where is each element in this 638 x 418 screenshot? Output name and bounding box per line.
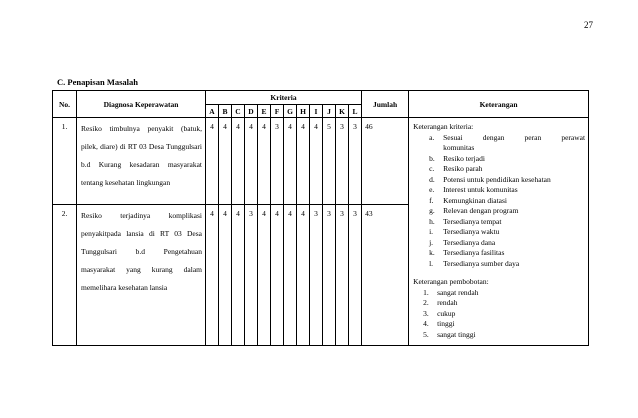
header-no: No. bbox=[53, 91, 77, 118]
criteria-letter: C bbox=[232, 105, 245, 118]
score-cell: 3 bbox=[336, 205, 349, 346]
criteria-note-label: h. bbox=[429, 216, 435, 226]
score-cell: 3 bbox=[245, 205, 258, 346]
weight-notes-title: Keterangan pembobotan: bbox=[413, 277, 489, 286]
score-cell: 4 bbox=[258, 118, 271, 205]
criteria-note-text: Tersedianya fasilitas bbox=[443, 248, 505, 257]
weight-note bbox=[413, 330, 585, 341]
score-cell: 5 bbox=[323, 118, 336, 205]
score-cell: 3 bbox=[271, 118, 284, 205]
criteria-note-text: Tersedianya waktu bbox=[443, 227, 500, 236]
row-number: 2. bbox=[53, 205, 77, 346]
score-cell: 4 bbox=[232, 118, 245, 205]
header-total: Jumlah bbox=[362, 91, 409, 118]
criteria-note bbox=[413, 143, 585, 154]
weight-note-text: rendah bbox=[437, 298, 458, 307]
table-row bbox=[53, 118, 589, 205]
score-cell: 3 bbox=[323, 205, 336, 346]
criteria-letter: A bbox=[206, 105, 219, 118]
criteria-note bbox=[413, 154, 585, 165]
criteria-letter: I bbox=[310, 105, 323, 118]
criteria-note bbox=[413, 196, 585, 207]
criteria-note-label: a. bbox=[429, 132, 435, 142]
weight-note-label: 1. bbox=[423, 287, 429, 297]
notes-cell bbox=[409, 118, 589, 346]
row-total: 43 bbox=[362, 205, 409, 346]
criteria-letter: K bbox=[336, 105, 349, 118]
criteria-note-text: Resiko parah bbox=[443, 164, 483, 173]
score-cell: 4 bbox=[284, 205, 297, 346]
criteria-note bbox=[413, 206, 585, 217]
criteria-note-text: Tersedianya tempat bbox=[443, 216, 502, 226]
weight-note bbox=[413, 309, 585, 320]
weight-note bbox=[413, 288, 585, 299]
page-number: 27 bbox=[584, 20, 593, 30]
weight-note-text: sangat tinggi bbox=[437, 329, 476, 339]
criteria-note bbox=[413, 217, 585, 228]
score-cell: 4 bbox=[310, 118, 323, 205]
score-cell: 4 bbox=[219, 118, 232, 205]
criteria-note-text: komunitas bbox=[443, 143, 475, 152]
criteria-note-text: Relevan dengan program bbox=[443, 206, 519, 215]
weight-note bbox=[413, 298, 585, 309]
criteria-note-text: Resiko terjadi bbox=[443, 153, 485, 163]
criteria-note bbox=[413, 133, 585, 144]
row-diagnosis bbox=[77, 205, 206, 346]
weight-note-text: cukup bbox=[437, 308, 456, 318]
score-cell: 4 bbox=[245, 118, 258, 205]
criteria-letter: L bbox=[349, 105, 362, 118]
criteria-letter: H bbox=[297, 105, 310, 118]
score-cell: 4 bbox=[219, 205, 232, 346]
criteria-notes-title: Keterangan kriteria: bbox=[413, 122, 474, 131]
criteria-note bbox=[413, 227, 585, 238]
row-total: 46 bbox=[362, 118, 409, 205]
screening-table bbox=[52, 90, 589, 346]
weight-note-label: 2. bbox=[423, 298, 429, 307]
criteria-note-text: Tersedianya dana bbox=[443, 237, 496, 247]
criteria-note-label: k. bbox=[429, 248, 435, 257]
criteria-note bbox=[413, 175, 585, 186]
criteria-note bbox=[413, 164, 585, 175]
criteria-note-text: Kemungkinan diatasi bbox=[443, 195, 508, 205]
header-diagnosis: Diagnosa Keperawatan bbox=[77, 91, 206, 118]
criteria-letter: J bbox=[323, 105, 336, 118]
score-cell: 4 bbox=[258, 205, 271, 346]
weight-note bbox=[413, 319, 585, 330]
criteria-note bbox=[413, 185, 585, 196]
weight-note-label: 4. bbox=[423, 319, 429, 328]
score-cell: 4 bbox=[297, 205, 310, 346]
score-cell: 3 bbox=[349, 205, 362, 346]
score-cell: 4 bbox=[232, 205, 245, 346]
weight-note-text: tinggi bbox=[437, 319, 455, 328]
criteria-note-text: Sesuai dengan peran perawat bbox=[443, 132, 586, 142]
score-cell: 3 bbox=[349, 118, 362, 205]
criteria-letter: D bbox=[245, 105, 258, 118]
criteria-note-text: Tersedianya sumber daya bbox=[443, 258, 520, 268]
header-criteria: Kriteria bbox=[206, 91, 362, 105]
row-number: 1. bbox=[53, 118, 77, 205]
diagnosis-text: Resiko terjadinya komplikasi penyakitpada lansia di RT 03 Desa Tunggulsari b.d Pengetahuan masyarakat yang kurang dalam memelihara kesehatan lansia bbox=[81, 211, 202, 292]
criteria-note-label: g. bbox=[429, 206, 435, 215]
criteria-note-label: e. bbox=[429, 185, 435, 194]
score-cell: 3 bbox=[310, 205, 323, 346]
header-notes: Keterangan bbox=[409, 91, 589, 118]
criteria-letter: G bbox=[284, 105, 297, 118]
criteria-note-label: l. bbox=[429, 258, 434, 268]
criteria-note-label: c. bbox=[429, 164, 435, 173]
diagnosis-text: Resiko timbulnya penyakit (batuk, pilek, diare) di RT 03 Desa Tunggulsari b.d Kurang kesadaran masyarakat tentang kesehatan lingkungan bbox=[81, 124, 202, 187]
score-cell: 4 bbox=[206, 205, 219, 346]
score-cell: 3 bbox=[336, 118, 349, 205]
score-cell: 4 bbox=[297, 118, 310, 205]
criteria-letter: F bbox=[271, 105, 284, 118]
criteria-note bbox=[413, 238, 585, 249]
score-cell: 4 bbox=[206, 118, 219, 205]
criteria-note-text: Potensi untuk pendidikan kesehatan bbox=[443, 174, 551, 184]
weight-note-text: sangat rendah bbox=[437, 287, 479, 297]
section-title: C. Penapisan Masalah bbox=[57, 77, 138, 87]
criteria-letter: E bbox=[258, 105, 271, 118]
criteria-note-label: i. bbox=[429, 227, 434, 236]
weight-note-label: 3. bbox=[423, 308, 429, 318]
score-cell: 4 bbox=[271, 205, 284, 346]
criteria-note-label: b. bbox=[429, 153, 435, 163]
criteria-note bbox=[413, 248, 585, 259]
weight-note-label: 5. bbox=[423, 329, 429, 339]
criteria-note-label bbox=[413, 143, 443, 154]
criteria-note-label: d. bbox=[429, 174, 435, 184]
criteria-note bbox=[413, 259, 585, 270]
row-diagnosis bbox=[77, 118, 206, 205]
criteria-note-label: f. bbox=[429, 195, 434, 205]
criteria-note-label: j. bbox=[429, 237, 434, 247]
criteria-letter: B bbox=[219, 105, 232, 118]
score-cell: 4 bbox=[284, 118, 297, 205]
criteria-note-text: Interest untuk komunitas bbox=[443, 185, 518, 194]
